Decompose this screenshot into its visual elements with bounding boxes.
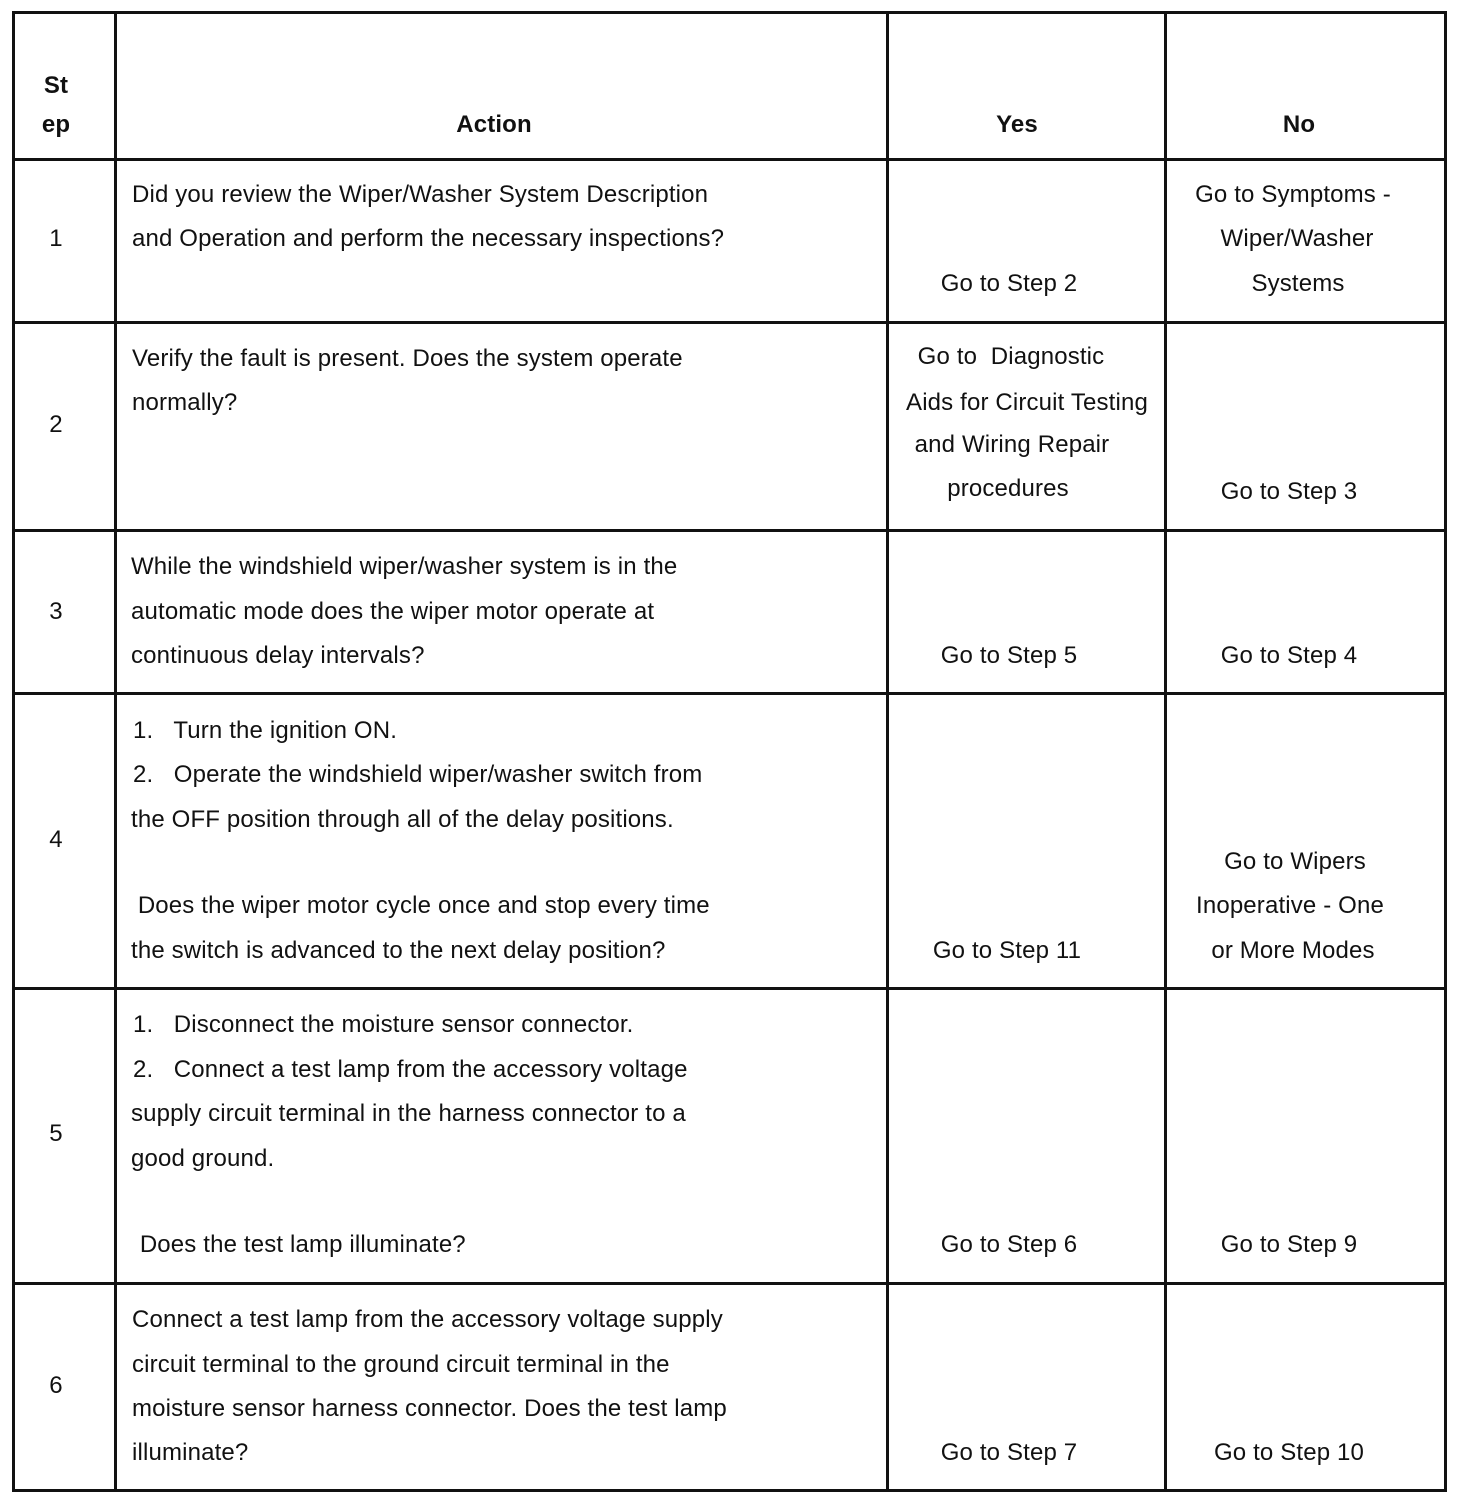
header-no: No	[1282, 111, 1316, 138]
column-divider	[1164, 14, 1167, 1489]
step-number: 6	[49, 1372, 63, 1399]
row-divider	[15, 692, 1444, 695]
header-step-line1: St	[43, 72, 69, 99]
action-text: supply circuit terminal in the harness connector to a	[131, 1100, 686, 1127]
yes-result: Go to Step 6	[940, 1231, 1078, 1258]
no-result: Go to Step 9	[1220, 1231, 1358, 1258]
no-result: Go to Wipers	[1224, 848, 1366, 875]
yes-result: Aids for Circuit Testing	[906, 389, 1148, 416]
action-text: the switch is advanced to the next delay position?	[131, 937, 666, 964]
action-text: and Operation and perform the necessary inspections?	[132, 225, 725, 252]
yes-result: Go to Step 5	[940, 642, 1078, 669]
action-text: continuous delay intervals?	[131, 642, 425, 669]
action-text: good ground.	[131, 1145, 275, 1172]
action-text: 2. Operate the windshield wiper/washer switch from	[133, 761, 703, 788]
header-yes: Yes	[996, 111, 1038, 138]
column-divider	[114, 14, 117, 1489]
yes-result: Go to Step 11	[932, 937, 1082, 964]
step-number: 2	[49, 411, 63, 438]
header-step-line2: ep	[41, 111, 71, 138]
row-divider	[15, 321, 1444, 324]
action-text: the OFF position through all of the delay positions.	[131, 806, 674, 833]
step-number: 3	[49, 598, 63, 625]
yes-result: Go to Diagnostic	[917, 343, 1105, 370]
step-number: 5	[49, 1120, 63, 1147]
action-text: Did you review the Wiper/Washer System Description	[132, 181, 709, 208]
action-text: Does the test lamp illuminate?	[133, 1231, 466, 1258]
step-number: 4	[49, 826, 63, 853]
action-text: Does the wiper motor cycle once and stop every time	[131, 892, 710, 919]
yes-result: and Wiring Repair	[914, 431, 1110, 458]
action-text: normally?	[132, 389, 238, 416]
action-text: While the windshield wiper/washer system is in the	[131, 553, 678, 580]
step-number: 1	[49, 225, 63, 252]
no-result: Wiper/Washer	[1220, 225, 1374, 252]
yes-result: procedures	[947, 475, 1069, 502]
action-text: 1. Disconnect the moisture sensor connector.	[133, 1011, 634, 1038]
no-result: Go to Step 3	[1220, 478, 1358, 505]
no-result: Inoperative - One	[1196, 892, 1384, 919]
row-divider	[15, 1282, 1444, 1285]
column-divider	[886, 14, 889, 1489]
action-text: Connect a test lamp from the accessory voltage supply	[132, 1306, 723, 1333]
row-divider	[15, 529, 1444, 532]
row-divider	[15, 158, 1444, 161]
no-result: Go to Step 10	[1213, 1439, 1365, 1466]
no-result: or More Modes	[1211, 937, 1375, 964]
yes-result: Go to Step 7	[940, 1439, 1078, 1466]
no-result: Systems	[1251, 270, 1345, 297]
action-text: circuit terminal to the ground circuit terminal in the	[132, 1351, 670, 1378]
header-action: Action	[456, 111, 532, 138]
action-text: Verify the fault is present. Does the system operate	[132, 345, 683, 372]
no-result: Go to Symptoms -	[1195, 181, 1391, 208]
yes-result: Go to Step 2	[940, 270, 1078, 297]
action-text: moisture sensor harness connector. Does the test lamp	[132, 1395, 727, 1422]
action-text: 1. Turn the ignition ON.	[133, 717, 398, 744]
row-divider	[15, 987, 1444, 990]
no-result: Go to Step 4	[1220, 642, 1358, 669]
action-text: automatic mode does the wiper motor operate at	[131, 598, 655, 625]
action-text: 2. Connect a test lamp from the accessory voltage	[133, 1056, 688, 1083]
action-text: illuminate?	[132, 1439, 249, 1466]
